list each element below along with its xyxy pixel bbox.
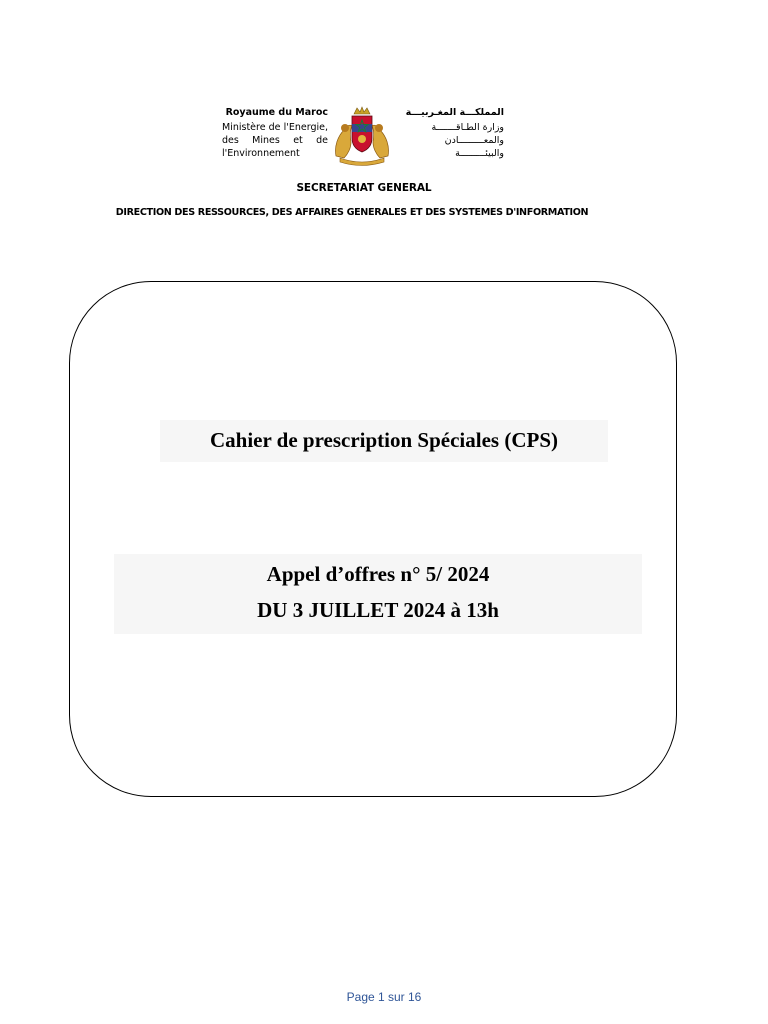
ministry-line-3-ar: والبيئـــــــــة <box>455 148 504 159</box>
ministry-line-3-fr: l'Environnement <box>222 148 300 159</box>
secretariat-heading: SECRETARIAT GENERAL <box>296 182 432 194</box>
kingdom-name-ar: المملكـــة المغـربيـــة <box>405 107 504 118</box>
tender-number: Appel d’offres n° 5/ 2024 <box>266 562 490 586</box>
ministry-line-1-fr: Ministère de l'Energie, <box>222 122 328 133</box>
kingdom-name-fr: Royaume du Maroc <box>225 107 328 118</box>
arabic-ministry-block <box>398 106 504 160</box>
ministry-line-1-ar: وزارة الطـاقـــــــة <box>431 122 504 133</box>
cover-frame <box>69 281 677 797</box>
tender-date: DU 3 JUILLET 2024 à 13h <box>257 598 499 622</box>
french-ministry-block <box>222 106 328 160</box>
moroccan-coat-of-arms-icon <box>330 106 394 168</box>
direction-heading: DIRECTION DES RESSOURCES, DES AFFAIRES GENERALES ET DES SYSTEMES D'INFORMATION <box>115 207 589 218</box>
page-number: Page 1 sur 16 <box>346 990 422 1004</box>
letterhead <box>104 104 600 224</box>
ministry-line-2-fr: des Mines et de <box>222 135 328 146</box>
document-title: Cahier de prescription Spéciales (CPS) <box>209 428 559 452</box>
ministry-line-2-ar: والمعـــــــــادن <box>444 135 504 146</box>
